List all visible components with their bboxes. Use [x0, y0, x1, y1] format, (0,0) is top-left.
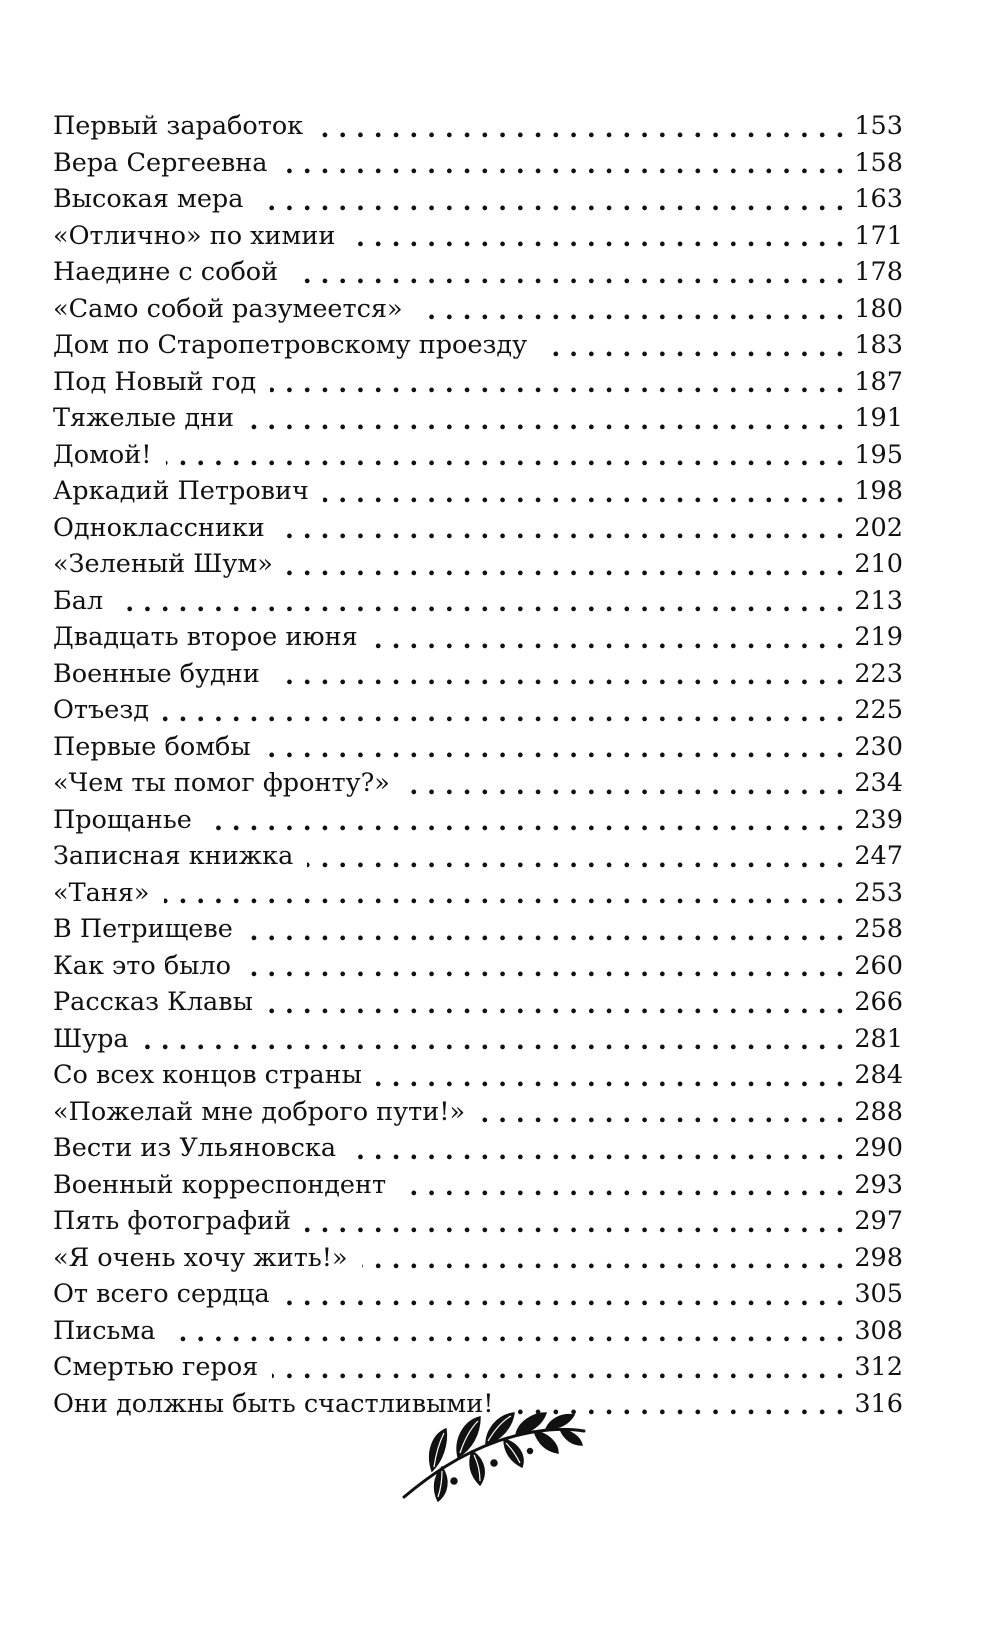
toc-entry-title: Смертью героя [53, 1352, 259, 1382]
toc-entry-title: Вера Сергеевна [53, 147, 268, 178]
toc-entry-title: Они должны быть счастливыми! [53, 1388, 494, 1419]
leaf [546, 1415, 574, 1429]
toc-leader-dots [479, 1099, 844, 1125]
toc-entry-title: Записная книжка [53, 841, 294, 871]
laurel-branch-svg [398, 1405, 588, 1505]
toc-entry-page: 305 [854, 1279, 903, 1309]
toc-entry-title: Тяжелые дни [53, 403, 235, 433]
toc-entry [53, 181, 903, 218]
toc-leader-dots [248, 406, 844, 432]
toc-entry-page: 308 [854, 1315, 903, 1346]
toc-entry [53, 546, 903, 583]
toc-leader-dots [376, 1063, 844, 1089]
toc-leader-dots [257, 187, 844, 213]
toc-leader-dots [267, 990, 844, 1016]
toc-entry-page: 281 [854, 1023, 903, 1054]
toc-leader-dots [292, 260, 844, 286]
toc-entry [53, 583, 903, 620]
toc-entry-title: Бал [53, 585, 104, 616]
toc-entry-page: 293 [854, 1169, 903, 1200]
toc-leader-dots [305, 1209, 844, 1235]
toc-leader-dots [164, 880, 845, 906]
toc-entry-title: Дом по Старопетровскому проезду [53, 330, 528, 360]
toc-entry [53, 108, 903, 145]
laurel-branch-icon [398, 1405, 588, 1505]
toc-leader-dots [417, 296, 845, 322]
toc-leader-dots [372, 625, 845, 651]
toc-entry-page: 298 [854, 1242, 903, 1273]
toc-entry-title: Со всех концов страны [53, 1060, 362, 1090]
toc-leader-dots [287, 552, 845, 578]
toc-entry-title: Первые бомбы [53, 731, 251, 762]
toc-leader-dots [270, 369, 844, 395]
berry [491, 1460, 497, 1466]
toc-leader-dots [274, 661, 845, 687]
toc-entry [53, 692, 903, 729]
toc-entry-title: Прощанье [53, 804, 192, 835]
toc-entry-page: 219 [854, 622, 903, 652]
toc-entry-title: Вести из Ульяновска [53, 1133, 337, 1163]
toc-leader-dots [169, 1318, 844, 1344]
toc-entry [53, 765, 903, 802]
toc-entry-title: Аркадий Петрович [53, 476, 309, 506]
toc-entry-title: «Зеленый Шум» [53, 549, 273, 579]
leaf [470, 1451, 484, 1485]
toc-entry-page: 297 [854, 1206, 903, 1236]
toc-entry [53, 1203, 903, 1240]
toc-entry [53, 656, 903, 693]
toc-leader-dots [400, 1172, 844, 1198]
toc-entry-page: 191 [854, 403, 903, 433]
toc-entry-page: 312 [854, 1352, 903, 1382]
toc-leader-dots [143, 1026, 845, 1052]
toc-leader-dots [349, 223, 844, 249]
toc-entry-page: 284 [854, 1060, 903, 1090]
toc-entry [53, 1130, 903, 1167]
toc-leader-dots [163, 698, 844, 724]
toc-entry-page: 183 [854, 330, 903, 360]
toc-entry [53, 400, 903, 437]
toc-leader-dots [117, 588, 844, 614]
toc-entry-title: Домой! [53, 439, 152, 470]
toc-entry-title: Письма [53, 1315, 156, 1346]
toc-leader-dots [265, 734, 845, 760]
toc-entry-title: Военный корреспондент [53, 1169, 387, 1200]
toc-entry [53, 1313, 903, 1350]
toc-entry-page: 288 [854, 1096, 903, 1127]
toc-entry-page: 198 [854, 476, 903, 506]
toc-entry [53, 1167, 903, 1204]
toc-leader-dots [281, 150, 844, 176]
toc-entry [53, 473, 903, 510]
toc-entry-page: 290 [854, 1133, 903, 1163]
toc-entry-page: 158 [854, 147, 903, 178]
toc-entry [53, 510, 903, 547]
toc-entry [53, 145, 903, 182]
toc-entry-page: 178 [854, 257, 903, 287]
toc-entry [53, 364, 903, 401]
toc-entry-page: 163 [854, 184, 903, 214]
toc-entry-page: 171 [854, 220, 903, 251]
toc-entry [53, 437, 903, 474]
toc-leader-dots [307, 844, 844, 870]
toc-leader-dots [272, 1355, 844, 1381]
toc-entry-title: Под Новый год [53, 366, 257, 397]
toc-leader-dots [245, 953, 844, 979]
toc-entry-title: «Я очень хочу жить!» [53, 1242, 348, 1273]
toc-entry-title: Отъезд [53, 695, 149, 725]
toc-entry-title: «Само собой разумеется» [53, 293, 403, 324]
toc-leader-dots [166, 442, 845, 468]
toc-entry [53, 254, 903, 291]
toc-entry-page: 266 [854, 987, 903, 1017]
toc-entry [53, 948, 903, 985]
toc-entry [53, 984, 903, 1021]
toc-entry [53, 291, 903, 328]
toc-leader-dots [541, 333, 844, 359]
toc-leader-dots [362, 1245, 845, 1271]
toc-entry [53, 619, 903, 656]
toc-entry-title: В Петрищеве [53, 914, 233, 944]
toc-leader-dots [284, 1282, 845, 1308]
toc-entry-title: Высокая мера [53, 184, 244, 214]
toc-leader-dots [247, 917, 844, 943]
toc-entry-title: От всего сердца [53, 1279, 270, 1309]
toc-entry [53, 1021, 903, 1058]
toc-entry-title: Двадцать второе июня [53, 622, 358, 652]
toc-entry-title: «Таня» [53, 877, 150, 908]
berry [451, 1478, 457, 1484]
toc-entry-page: 230 [854, 731, 903, 762]
toc-entry-title: Как это было [53, 950, 232, 981]
toc-entry [53, 729, 903, 766]
toc-entry-page: 202 [854, 512, 903, 543]
toc-entry [53, 1094, 903, 1131]
toc-entry [53, 802, 903, 839]
toc-entry [53, 1276, 903, 1313]
toc-entry [53, 327, 903, 364]
toc-entry-page: 213 [854, 585, 903, 616]
toc-entry-title: Пять фотографий [53, 1206, 292, 1236]
toc-leader-dots [206, 807, 845, 833]
toc-entry [53, 838, 903, 875]
toc-entry-page: 223 [854, 658, 903, 689]
toc-entry-title: «Отлично» по химии [53, 220, 336, 251]
toc-entry-page: 260 [854, 950, 903, 981]
toc-entry-title: Одноклассники [53, 512, 265, 543]
toc-entry-page: 316 [854, 1388, 903, 1419]
toc-leader-dots [404, 771, 844, 797]
toc-entry-title: Рассказ Клавы [53, 987, 253, 1017]
toc-entry-title: Первый заработок [53, 111, 304, 141]
toc-entry [53, 911, 903, 948]
toc-entry-page: 225 [854, 695, 903, 725]
toc-entry-page: 247 [854, 841, 903, 871]
toc-entry [53, 1240, 903, 1277]
toc-entry-page: 195 [854, 439, 903, 470]
toc-entry-title: Шура [53, 1023, 129, 1054]
toc-entry-title: «Чем ты помог фронту?» [53, 768, 390, 798]
toc-entry-page: 234 [854, 768, 903, 798]
toc-entry [53, 875, 903, 912]
toc-entry-page: 187 [854, 366, 903, 397]
toc-entry-title: Военные будни [53, 658, 260, 689]
toc-entry-page: 210 [854, 549, 903, 579]
toc-entry-page: 239 [854, 804, 903, 835]
toc-entry-page: 253 [854, 877, 903, 908]
table-of-contents [53, 108, 903, 1422]
toc-leader-dots [350, 1136, 844, 1162]
toc-entry-title: «Пожелай мне доброго пути!» [53, 1096, 466, 1127]
leaf [534, 1431, 558, 1453]
toc-leader-dots [279, 515, 845, 541]
toc-leader-dots [323, 479, 844, 505]
toc-entry [53, 1349, 903, 1386]
toc-leader-dots [317, 114, 844, 140]
toc-entry-page: 153 [854, 111, 903, 141]
toc-entry-title: Наедине с собой [53, 257, 279, 287]
toc-entry [53, 218, 903, 255]
toc-entry-page: 180 [854, 293, 903, 324]
berry [528, 1449, 533, 1454]
toc-entry-page: 258 [854, 914, 903, 944]
toc-entry [53, 1057, 903, 1094]
